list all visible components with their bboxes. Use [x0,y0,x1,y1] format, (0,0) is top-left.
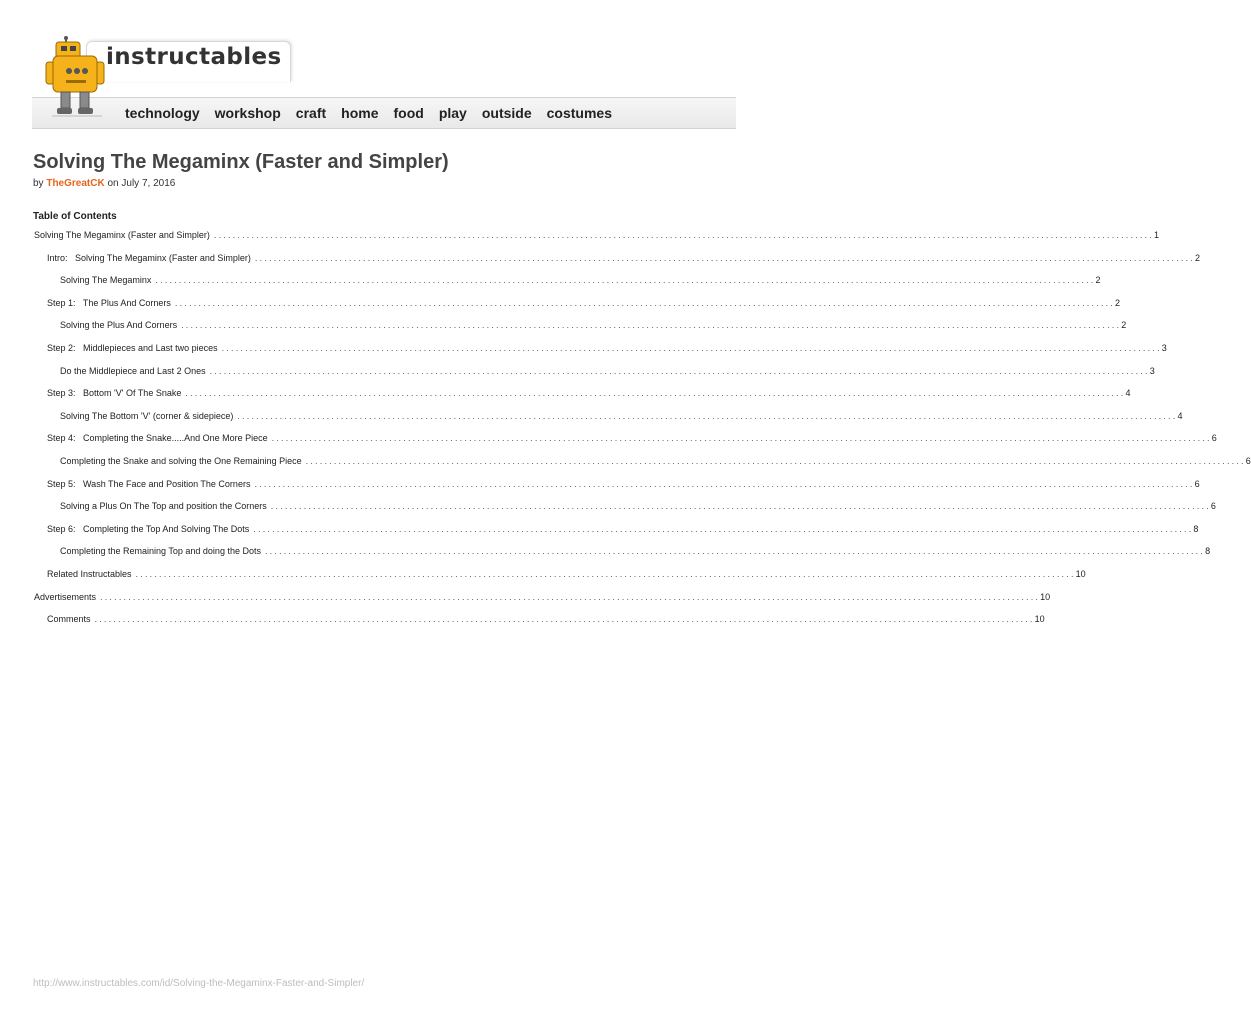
byline [33,178,175,189]
toc-entry-label[interactable]: Solving The Bottom 'V' (corner & sidepiece) [60,411,237,421]
toc-label-wrap [0,230,214,240]
toc-label-wrap [0,253,255,263]
toc-page-number[interactable]: 6 [1245,456,1251,466]
toc-entry-label[interactable]: Step 1: The Plus And Corners [47,298,175,308]
toc-dot-leader: ........................................................................................................................................................................................................ [221,343,1162,353]
toc-dot-leader: ........................................................................................................................................................................................................ [185,388,1126,399]
toc-page-number[interactable]: 2 [1195,252,1201,263]
toc-entry-label[interactable]: Solving The Megaminx (Faster and Simpler) [34,230,214,240]
toc-entry-label[interactable]: Step 4: Completing the Snake.....And One More Piece [47,433,272,443]
toc-entry-label[interactable]: Solving The Megaminx [60,275,155,285]
toc-dot-leader: ........................................................................................................................................................................................................ [254,252,1196,263]
toc-row[interactable] [0,478,1200,493]
toc-heading: Table of Contents [33,211,117,222]
toc-entry-label[interactable]: Step 6: Completing the Top And Solving The Dots [47,524,253,534]
toc-page-number[interactable]: 8 [1205,546,1211,557]
toc-row[interactable] [0,365,1155,380]
toc-page-number[interactable]: 10 [1034,614,1045,625]
toc-page-number[interactable]: 1 [1154,230,1160,240]
toc-row[interactable] [0,388,1131,402]
toc-label-wrap [0,569,136,579]
toc-dot-leader: ........................................................................................................................................................................................................ [271,433,1212,444]
toc-dot-leader: ........................................................................................................................................................................................................ [254,478,1195,489]
toc-row[interactable] [0,410,1183,425]
byline-prefix: by [33,178,44,189]
toc-label-wrap [0,298,175,308]
toc-label-wrap [0,501,271,511]
toc-label-wrap [0,546,265,556]
toc-page-number[interactable]: 6 [1211,433,1217,444]
instructables-robot-icon[interactable] [44,36,112,120]
toc-dot-leader: ........................................................................................................................................................................................................ [135,569,1076,579]
toc-row[interactable] [0,501,1216,515]
toc-row[interactable] [0,569,1086,583]
toc-page-number[interactable]: 2 [1121,320,1127,331]
nav-item-home[interactable]: home [341,105,379,121]
toc-page-number[interactable]: 10 [1075,569,1086,579]
nav-item-play[interactable]: play [438,105,467,121]
toc-label-wrap [0,343,222,353]
toc-dot-leader: ........................................................................................................................................................................................................ [253,523,1194,534]
toc-page-number[interactable]: 8 [1193,523,1199,534]
toc-dot-leader: ........................................................................................................................................................................................................ [100,591,1041,602]
toc-dot-leader: ........................................................................................................................................................................................................ [181,320,1122,331]
toc-row[interactable] [0,230,1160,244]
toc-entry-label[interactable]: Advertisements [34,592,100,602]
toc-dot-leader: ........................................................................................................................................................................................................ [213,230,1155,240]
toc-entry-label[interactable]: Intro: Solving The Megaminx (Faster and Simpler) [47,253,255,263]
nav-item-costumes[interactable]: costumes [546,105,612,121]
toc-label-wrap [0,320,181,330]
toc-entry-label[interactable]: Step 3: Bottom 'V' Of The Snake [47,388,185,398]
toc-entry-label[interactable]: Related Instructables [47,569,136,579]
toc-dot-leader: ........................................................................................................................................................................................................ [237,410,1178,421]
toc-label-wrap [0,456,306,466]
footer-url[interactable]: http://www.instructables.com/id/Solving-the-Megaminx-Faster-and-Simpler/ [33,978,365,989]
nav-item-outside[interactable]: outside [481,105,532,121]
toc-row[interactable] [0,343,1167,357]
toc-page-number[interactable]: 2 [1115,297,1121,308]
toc-entry-label[interactable]: Step 2: Middlepieces and Last two pieces [47,343,222,353]
toc-label-wrap [0,524,253,534]
category-nav-list [125,98,627,128]
nav-item-workshop[interactable]: workshop [214,105,281,121]
toc-row[interactable] [0,591,1051,606]
toc-entry-label[interactable]: Comments [47,614,95,624]
document-title: Solving The Megaminx (Faster and Simpler) [33,151,449,173]
toc-page-number[interactable]: 3 [1149,365,1155,376]
toc-entry-label[interactable]: Completing the Remaining Top and doing the Dots [60,546,265,556]
byline-date: on July 7, 2016 [107,178,176,189]
toc-page-number[interactable]: 3 [1161,343,1167,353]
toc-entry-label[interactable]: Solving a Plus On The Top and position the Corners [60,501,271,511]
toc-entry-label[interactable]: Solving the Plus And Corners [60,320,181,330]
site-header [0,0,768,132]
toc-page-number[interactable]: 2 [1095,275,1101,286]
toc-label-wrap [0,411,237,421]
toc-dot-leader: ........................................................................................................................................................................................................ [305,456,1246,466]
toc-label-wrap [0,433,272,443]
toc-row[interactable] [0,546,1211,560]
toc-entry-label[interactable]: Do the Middlepiece and Last 2 Ones [60,366,210,376]
nav-item-food[interactable]: food [393,105,424,121]
toc-page-number[interactable]: 4 [1125,388,1131,399]
toc-entry-label[interactable]: Completing the Snake and solving the One Remaining Piece [60,456,306,466]
toc-label-wrap [0,366,210,376]
toc-page-number[interactable]: 6 [1194,478,1200,489]
toc-row[interactable] [0,320,1127,334]
toc-label-wrap [0,592,100,602]
toc-page-number[interactable]: 10 [1040,591,1051,602]
category-navbar [32,97,736,129]
nav-item-technology[interactable]: technology [125,105,200,121]
toc-dot-leader: ........................................................................................................................................................................................................ [174,297,1116,308]
toc-label-wrap [0,614,95,624]
toc-dot-leader: ........................................................................................................................................................................................................ [209,365,1150,376]
toc-dot-leader: ........................................................................................................................................................................................................ [94,614,1035,625]
toc-label-wrap [0,275,155,285]
toc-dot-leader: ........................................................................................................................................................................................................ [264,546,1206,557]
toc-dot-leader: ........................................................................................................................................................................................................ [155,275,1096,286]
toc-row[interactable] [0,275,1101,289]
toc-row[interactable] [0,456,1251,470]
toc-page-number[interactable]: 6 [1210,501,1216,512]
toc-label-wrap [0,388,185,398]
toc-label-wrap [0,479,254,489]
toc-row[interactable] [0,297,1121,312]
toc-page-number[interactable]: 4 [1177,410,1183,421]
nav-item-craft[interactable]: craft [295,105,327,121]
toc-dot-leader: ........................................................................................................................................................................................................ [270,501,1211,512]
toc-entry-label[interactable]: Step 5: Wash The Face and Position The Corners [47,479,254,489]
toc-row[interactable] [0,252,1201,267]
brand-name[interactable]: instructables [106,44,282,70]
author-link[interactable]: TheGreatCK [46,178,105,189]
toc-row[interactable] [0,614,1045,628]
toc-row[interactable] [0,433,1217,447]
toc-row[interactable] [0,523,1199,538]
